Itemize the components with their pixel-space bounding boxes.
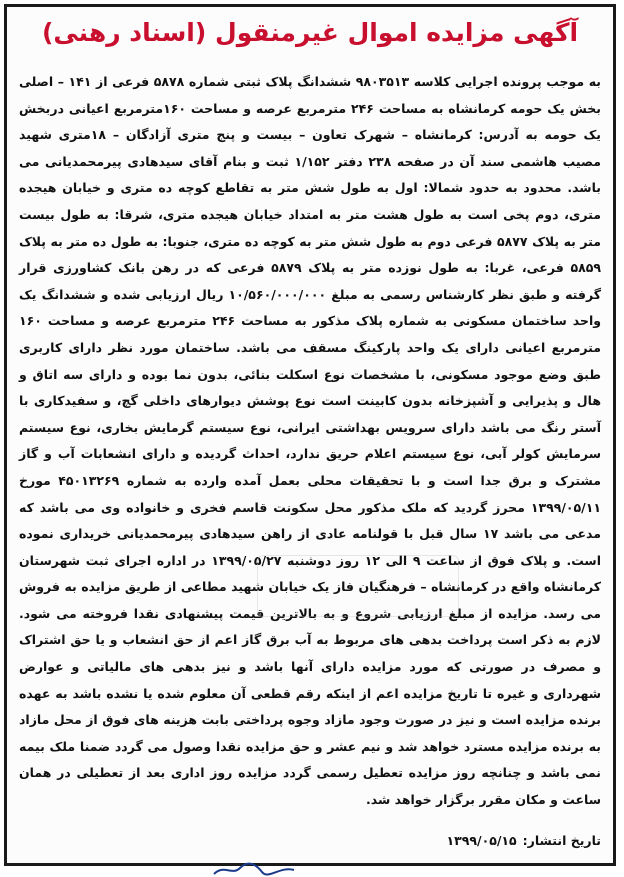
publish-date-label: تاریخ انتشار: <box>522 833 601 848</box>
notice-frame <box>4 4 616 866</box>
handwritten-signature <box>210 862 300 877</box>
publish-date-line <box>441 833 602 848</box>
notice-title: آگهی مزایده اموال غیرمنقول (اسناد رهنی) <box>41 18 579 47</box>
title-container <box>7 13 613 53</box>
publish-date-value: ۱۳۹۹/۰۵/۱۵ <box>446 833 517 848</box>
watermark-stamp <box>257 555 459 617</box>
notice-body: به موجب پرونده اجرایی کلاسه ۹۸۰۳۵۱۳ ششدانگ پلاک ثبتی شماره ۵۸۷۸ فرعی از ۱۴۱ – اصلی بخش یک حومه کرمانشاه به مساحت ۲۴۶ مترمربع عرصه و مساحت ۱۶۰مترمربع اعیانی دربخش یک حومه به آدرس: کرمانشاه – شهرک تعاون – بیست و پنج متری آزادگان – ۱۸متری شهید مصیب هاشمی سند آن در صفحه ۲۳۸ دفتر ۱/۱۵۲ ثبت و بنام آقای سیدهادی پیرمحمدیانی می باشد. محدود به حدود شمالا: اول به طول شش متر به تقاطع کوچه ده متری و خیابان هیجده متری، دوم پخی است به طول هشت متر به امتداد خیابان هیجده متری، شرقا: به طول بیست متر به پلاک ۵۸۷۷ فرعی دوم به طول شش متر به کوچه ده متری، جنوبا: به طول ده متر به پلاک ۵۸۵۹ فرعی، غربا: به طول نوزده متر به پلاک ۵۸۷۹ فرعی که در رهن بانک کشاورزی قرار گرفته و طبق نظر کارشناس رسمی به مبلغ ۱۰/۵۶۰/۰۰۰/۰۰۰ ریال ارزیابی شده و ششدانگ یک واحد ساختمان مسکونی به شماره پلاک مذکور به مساحت ۲۴۶ مترمربع عرصه و مساحت ۱۶۰ مترمربع اعیانی دارای یک واحد پارکینگ مسقف می باشد. ساختمان مورد نظر دارای کاربری طبق وضع موجود مسکونی، با مشخصات نوع اسکلت بنائی، بدون نما بوده و دارای سه اتاق و هال و پذیرایی و آشپزخانه بدون کابینت است نوع پوشش دیوارهای داخلی گچ، و سفیدکاری با آستر رنگ می باشد دارای سرویس بهداشتی ایرانی، نوع سیستم گرمایش بخاری، نوع سیستم سرمایش کولر آبی، نوع سیستم اعلام حریق ندارد، احداث گردیده و دارای انشعابات آب و گاز مشترک و برق جدا است و با تحقیقات محلی بعمل آمده وارده به شماره ۴۵۰۱۳۲۶۹ مورخ ۱۳۹۹/۰۵/۱۱ محرز گردید که ملک مذکور محل سکونت قاسم فخری و خانواده وی می باشد که مدعی می باشد ۱۷ سال قبل با قولنامه عادی از راهن سیدهادی پیرمحمدیانی خریداری نموده است. و پلاک فوق از ساعت ۹ الی ۱۲ روز دوشنبه ۱۳۹۹/۰۵/۲۷ در اداره اجرای ثبت شهرستان کرمانشاه واقع در کرمانشاه – فرهنگیان فاز یک خیابان شهید مطاعی از طریق مزایده به فروش می رسد. مزایده از مبلغ ارزیابی شروع و به بالاترین قیمت پیشنهادی نقدا فروخته می شود. لازم به ذکر است پرداخت بدهی های مربوط به آب برق گاز اعم از حق انشعاب و یا حق اشتراک و مصرف در صورتی که مورد مزایده دارای آنها باشد و نیز بدهی های مالیاتی و عوارض شهرداری و غیره تا تاریخ مزایده اعم از اینکه رقم قطعی آن معلوم شده یا نشده باشد به عهده برنده مزایده است و نیز در صورت وجود مازاد وجوه پرداختی بابت هزینه های فوق از محل مازاد به برنده مزایده مسترد خواهد شد و نیم عشر و حق مزایده نقدا وصول می گردد ضمنا ملک بیمه نمی باشد و چنانچه روز مزایده تعطیل رسمی گردد مزایده روز اداری بعد از تعطیلی در همان ساعت و مکان مقرر برگزار خواهد شد. <box>19 74 602 808</box>
